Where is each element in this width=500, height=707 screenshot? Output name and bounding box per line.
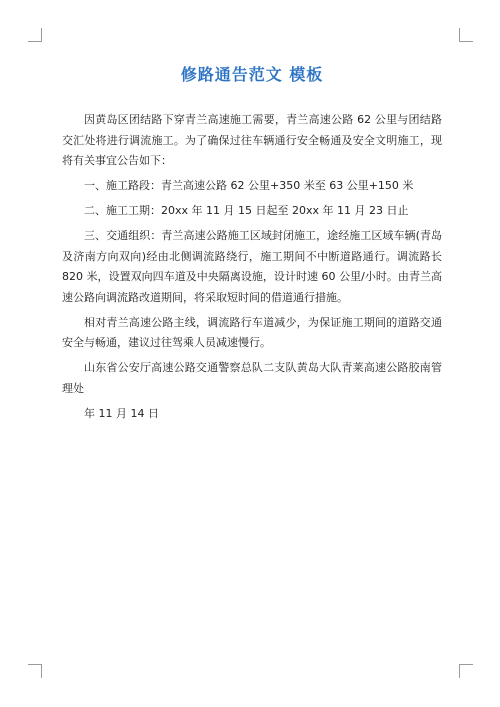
- crop-mark-top-right: [459, 28, 473, 42]
- intro-paragraph: 因黄岛区团结路下穿青兰高速施工需要，青兰高速公路 62 公里与团结路交汇处将进行调流施工。为了确保过往车辆通行安全畅通及安全文明施工，现将有关事宜公告如下：: [62, 113, 442, 167]
- crop-mark-bottom-left: [28, 664, 42, 678]
- issuing-authority: 山东省公安厅高速公路交通警察总队二支队黄岛大队青莱高速公路胶南管理处: [62, 361, 442, 395]
- issue-date: 年 11 月 14 日: [84, 406, 159, 420]
- section-work-period: 二、施工工期：20xx 年 11 月 15 日起至 20xx 年 11 月 23 日止: [84, 204, 409, 217]
- crop-mark-bottom-right: [459, 664, 473, 678]
- section-traffic-organization: 三、交通组织：青兰高速公路施工区域封闭施工，途经施工区域车辆(青岛及济南方向双向)经由北侧调流路绕行，施工期间不中断道路通行。调流路长 820 米，设置双向四车道及中央隔离设施，设计时速 60 公里/小时。由青兰高速公路向调流路改道期间，将采取短时间的借道通行措施。: [62, 229, 442, 304]
- crop-mark-top-left: [28, 28, 42, 42]
- document-body: [62, 110, 442, 429]
- document-title: 修路通告范文 模板: [180, 65, 324, 84]
- advisory-paragraph: 相对青兰高速公路主线，调流路行车道减少，为保证施工期间的道路交通安全与畅通，建议过往驾乘人员减速慢行。: [62, 315, 442, 349]
- section-road-segment: 一、施工路段：青兰高速公路 62 公里+350 米至 63 公里+150 米: [84, 179, 414, 192]
